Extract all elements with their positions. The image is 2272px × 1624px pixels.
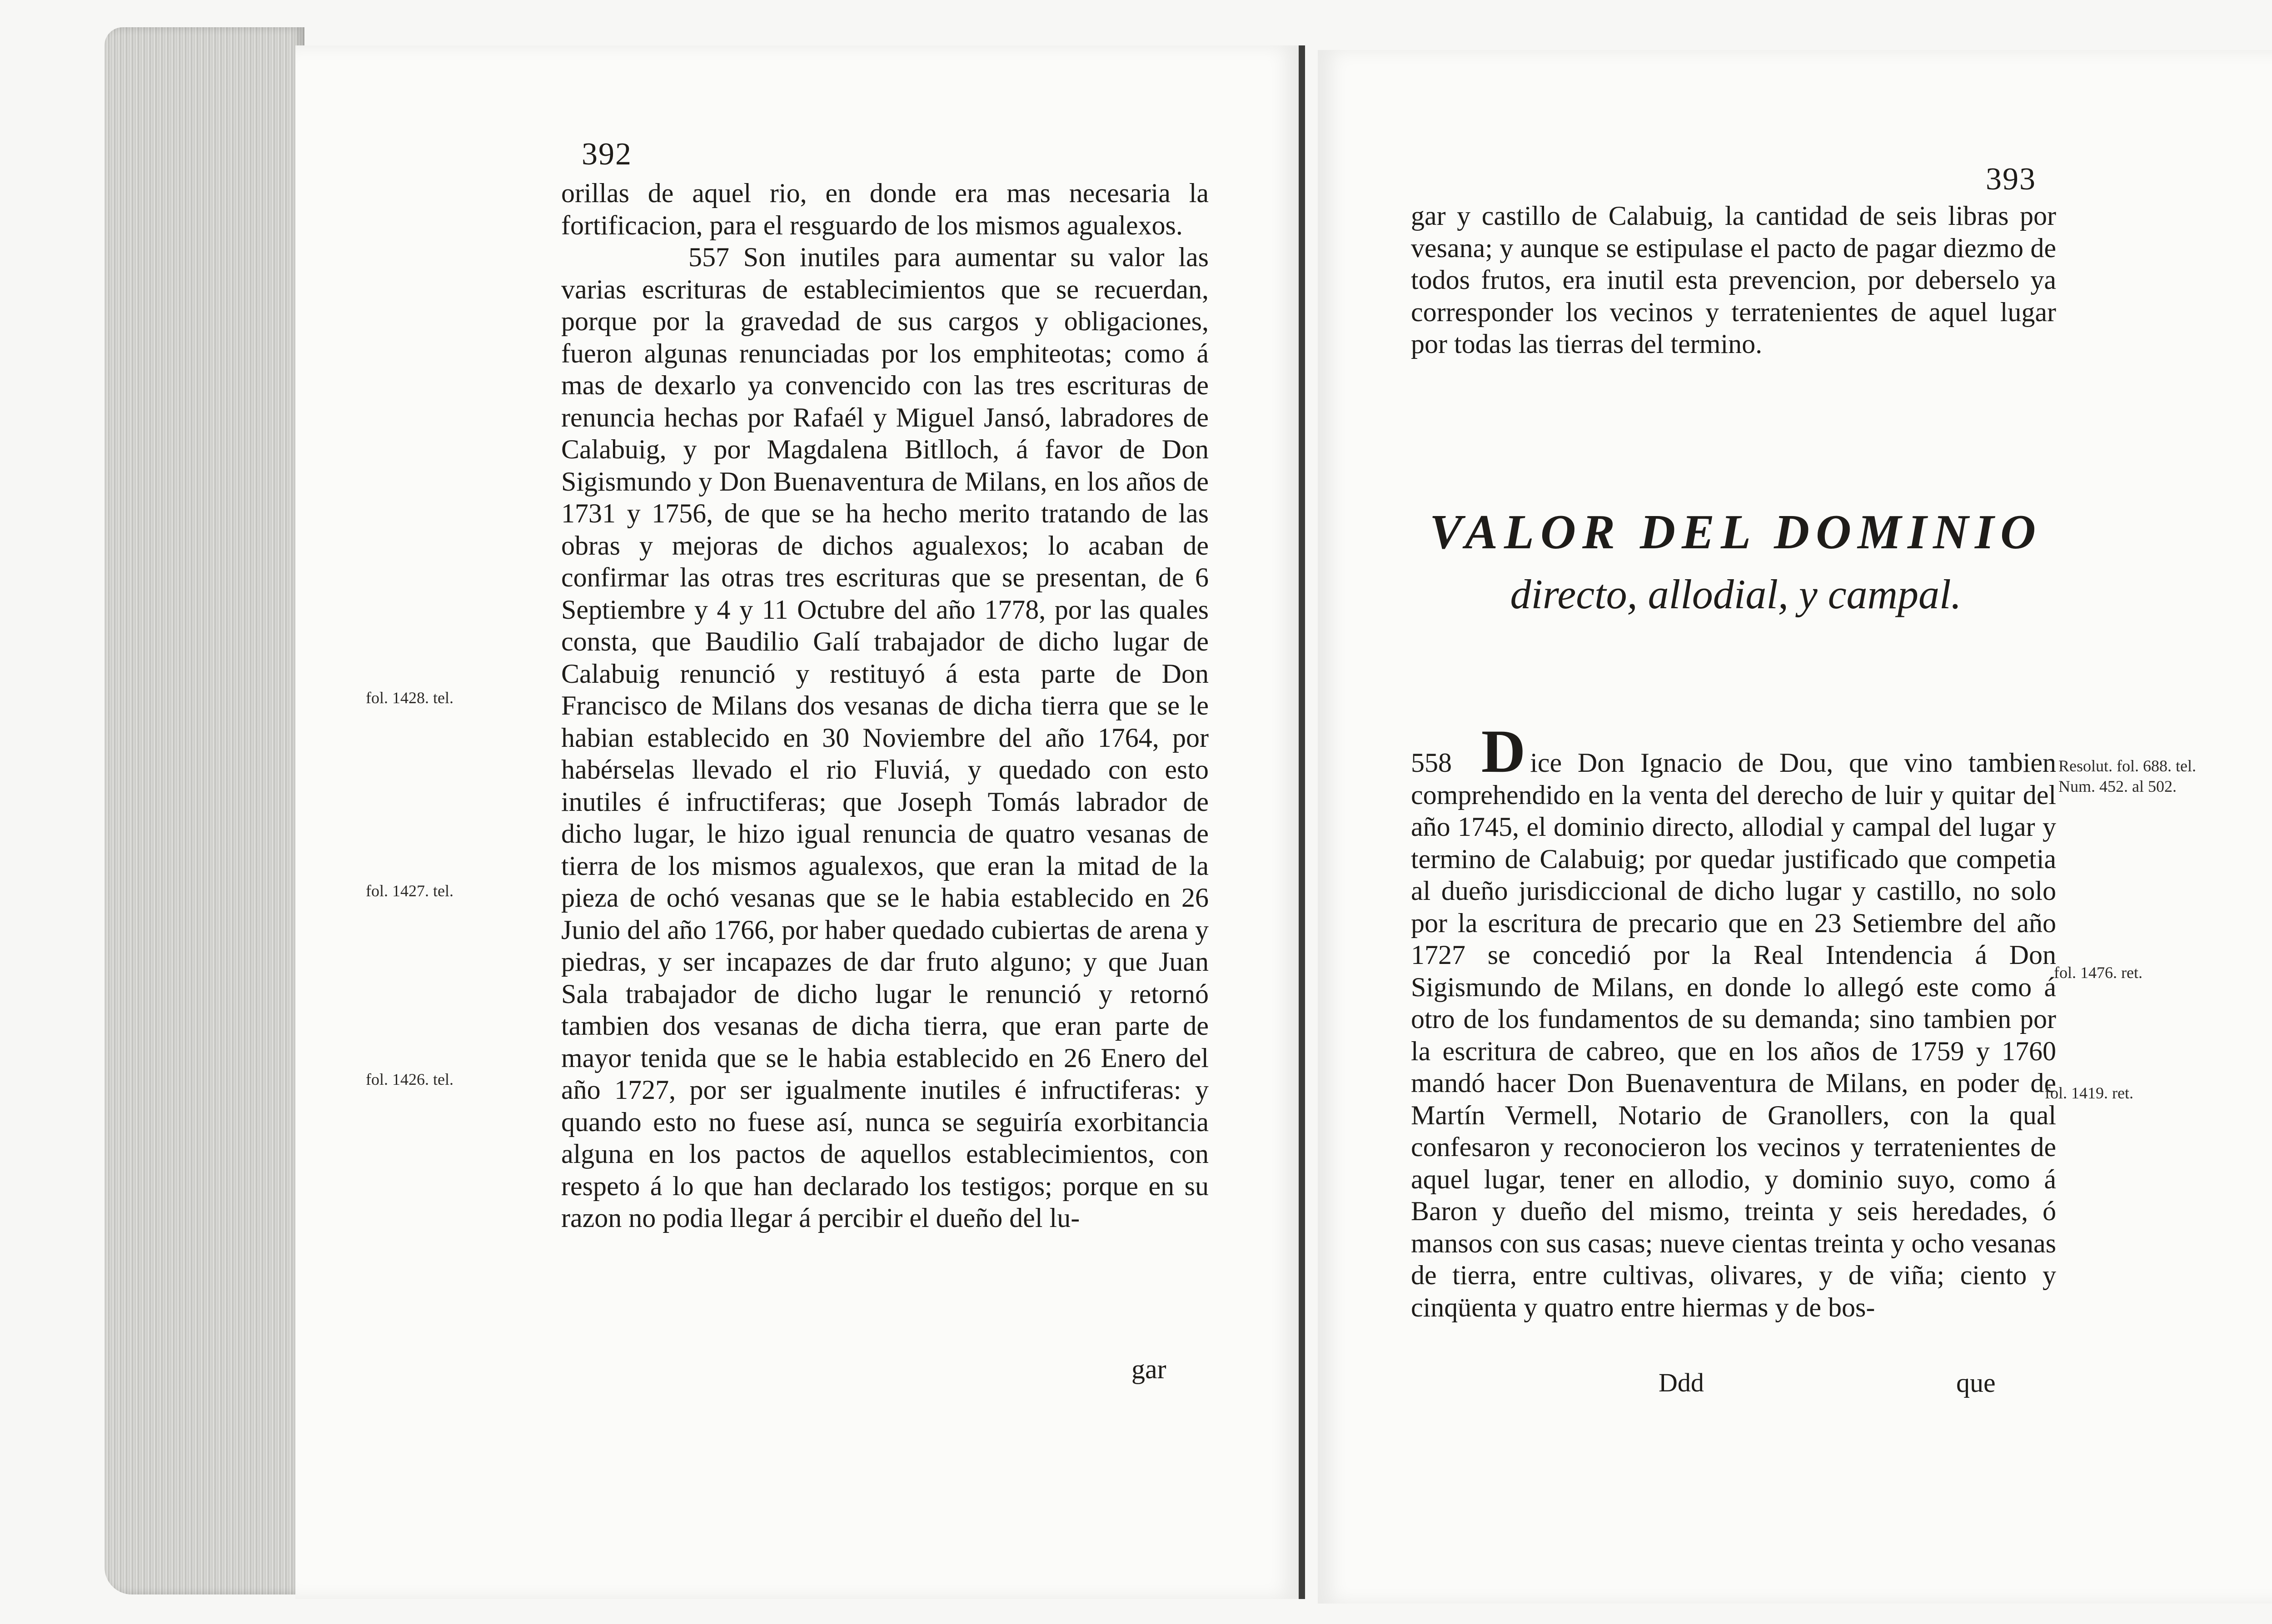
drop-cap: D — [1481, 718, 1526, 785]
right-page-opening — [1411, 200, 2056, 360]
section-558-text: ice Don Ignacio de Dou, que vino tambien comprehendido en la venta del derecho de luir y quitar del año 1745, el dominio directo, allodial y campal del lugar y termino de Calabuig; por quedar justificado que competia al dueño jurisdiccional de dicho lugar y castillo, no solo por la escritura de precario que en 23 Setiembre del año 1727 se concedió por la Real Intendencia á Don Sigismundo de Milans, en donde lo allegó este como á otro de los fundamentos de su demanda; sino tambien por la escritura de cabreo, que en los años de 1759 y 1760 mandó hacer Don Buenaventura de Milans, en poder de Martín Vermell, Notario de Granollers, con la qual confesaron y reconocieron los vecinos y terratenientes de aquel lugar, tener en allodio, y dominio suyo, como á Baron y dueño del mismo, treinta y seis heredades, ó mansos con sus casas; nueve cientas treinta y ocho vesanas de tierra, entre cultivas, olivares, y de viña; ciento y cinqüenta y quatro entre hiermas y de bos- — [1411, 748, 2056, 1322]
section-heading: VALOR DEL DOMINIO — [1429, 505, 2043, 559]
left-margin-note-2: fol. 1427. tel. — [366, 882, 453, 900]
left-margin-note-1: fol. 1428. tel. — [366, 689, 453, 707]
paragraph-number: 558 — [1411, 748, 1452, 778]
section-subheading: directo, allodial, y campal. — [1510, 571, 1962, 617]
left-paragraph-continuation: orillas de aquel rio, en donde era mas necesaria la fortificacion, para el resguardo de los mismos agualexos. — [561, 178, 1209, 240]
right-page-number: 393 — [1986, 162, 2036, 197]
right-margin-note-3: fol. 1476. ret. — [2054, 963, 2142, 982]
book-page-edges — [105, 27, 304, 1594]
right-margin-note-1: Resolut. fol. 688. tel. — [2058, 757, 2196, 775]
right-page-section — [1411, 718, 2056, 1323]
left-catchword: gar — [1131, 1354, 1166, 1384]
left-page-number: 392 — [582, 137, 632, 172]
signature-mark: Ddd — [1659, 1368, 1704, 1397]
right-paragraph-continuation: gar y castillo de Calabuig, la cantidad de seis libras por vesana; y aunque se estipulase el pacto de pagar diezmo de todos frutos, era inutil esta prevencion, por deberselo ya corresponder los vecinos y terratenientes de aquel lugar por todas las tierras del termino. — [1411, 201, 2056, 359]
right-paragraph-558 — [1411, 718, 2056, 1323]
right-catchword: que — [1956, 1368, 1996, 1398]
right-margin-note-4: fol. 1419. ret. — [2045, 1084, 2133, 1102]
left-paragraph-557: 557 Son inutiles para aumentar su valor las varias escrituras de establecimientos que se recuerdan, porque por la gravedad de sus cargos y obligaciones, fueron algunas renunciadas por los emphiteotas; como á mas de dexarlo ya convencido con las tres escrituras de renuncia hechas por Rafaél y Miguel Jansó, labradores de Calabuig, y por Magdalena Bitlloch, á favor de Don Sigismundo y Don Buenaventura de Milans, en los años de 1731 y 1756, de que se ha hecho merito tratando de las obras y mejoras de dichos agualexos; lo acaban de confirmar las otras tres escrituras que se presentan, de 6 Septiembre y 4 y 11 Octubre del año 1778, por las quales consta, que Baudilio Galí trabajador de dicho lugar de Calabuig renunció y restituyó á esta parte de Don Francisco de Milans dos vesanas de dicha tierra que se le habian establecido en 30 Noviembre del año 1764, por habérselas llevado el rio Fluviá, y quedado con esto inutiles é infructiferas; que Joseph Tomás labrador de dicho lugar, le hizo igual renuncia de quatro vesanas de tierra de los mismos agualexos, que eran la mitad de la pieza de ochó vesanas que se le habia establecido en 26 Junio del año 1766, por haber quedado cubiertas de arena y piedras, y ser incapazes de dar fruto alguno; y que Juan Sala trabajador de dicho lugar le renunció y retornó tambien dos vesanas de dicha tierra, que eran parte de mayor tenida que se le habia establecido en 26 Enero del año 1727, por ser igualmente inutiles é infructiferas: y quando esto no fuese así, nunca se seguiría exorbitancia alguna en los pactos de aquellos establecimientos, con respeto á lo que han declarado los testigos; porque en su razon no podia llegar á percibir el dueño del lu- — [561, 242, 1209, 1233]
left-margin-note-3: fol. 1426. tel. — [366, 1070, 453, 1088]
right-margin-note-2: Num. 452. al 502. — [2058, 777, 2177, 795]
book-gutter — [1299, 45, 1305, 1599]
left-page-body — [561, 177, 1209, 1234]
